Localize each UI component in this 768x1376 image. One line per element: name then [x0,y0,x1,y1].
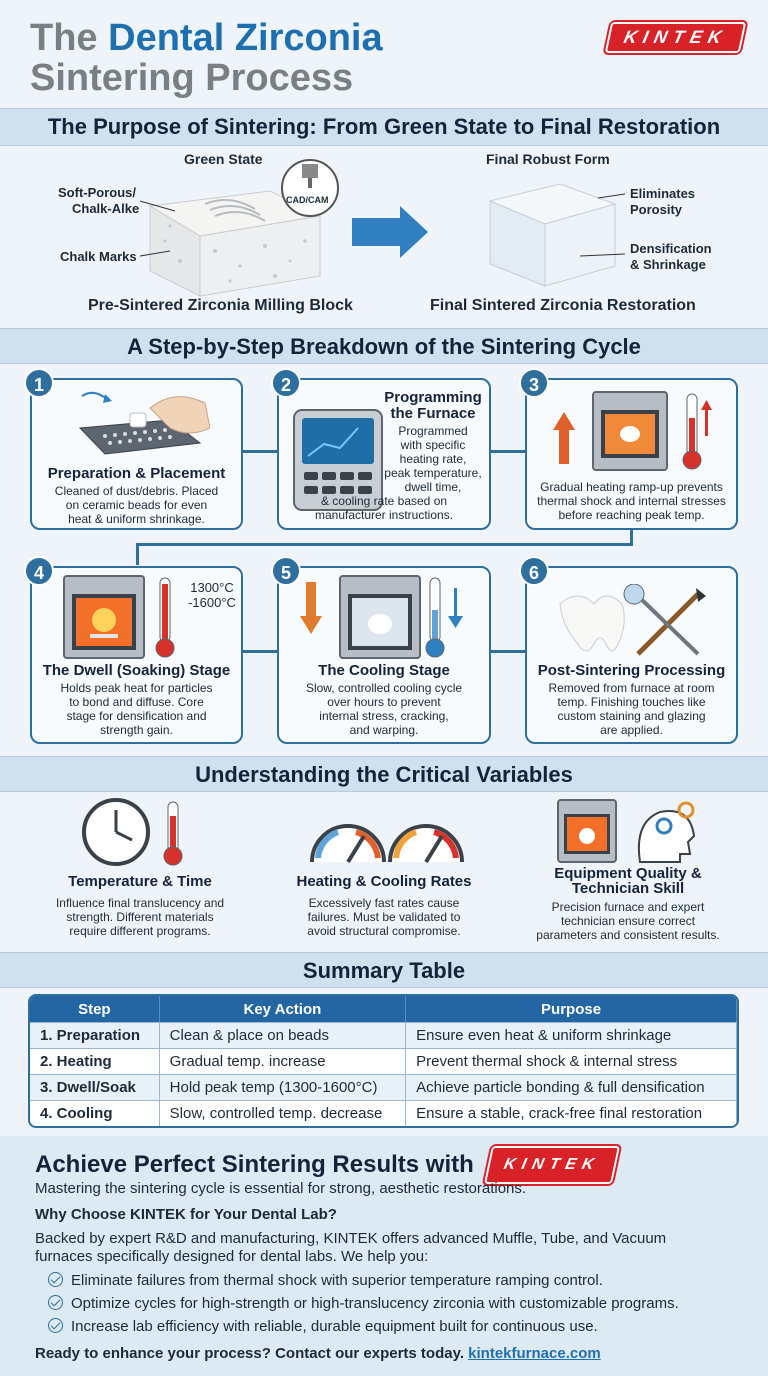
transform-arrow-icon [352,206,428,258]
connector-row [136,543,633,546]
summary-band [0,952,768,988]
table-cell: Ensure even heat & uniform shrinkage [406,1022,737,1048]
purpose-band [0,108,768,146]
step-1-title: Preparation & Placement [47,465,226,482]
final-form-label: Final Robust Form [486,151,610,167]
eliminates-label: Eliminates [630,186,696,201]
table-cell: Ensure a stable, crack-free final restoration [406,1100,737,1126]
cta-body-line1: Backed by expert R&D and manufacturing, KINTEK offers advanced Muffle, Tube, and Vacuum [35,1230,667,1247]
dwell-furnace-icon [62,574,186,660]
connector-1-2 [242,450,278,453]
purpose-heading: The Purpose of Sintering: From Green State to Final Restoration [47,114,721,139]
column-header: Purpose [406,996,737,1022]
check-icon [48,1295,63,1310]
heating-furnace-icon [545,388,725,474]
check-icon [48,1272,63,1287]
table-cell: Clean & place on beads [160,1022,406,1048]
connector-2-3 [490,450,526,453]
step-number-3: 3 [519,368,549,398]
connector-to-4 [136,543,139,565]
check-icon [48,1318,63,1333]
table-cell: Slow, controlled temp. decrease [160,1100,406,1126]
step-number-6: 6 [519,556,549,586]
website-link[interactable]: kintekfurnace.com [468,1345,601,1362]
cta-brand-logo: KINTEK [484,1146,620,1184]
table-cell: Gradual temp. increase [160,1048,406,1074]
variables-heading: Understanding the Critical Variables [195,762,573,787]
step-2-title: Programming the Furnace [384,389,482,422]
bead-tray-icon [60,388,210,464]
step-2-desc: Programmed with specific heating rate, peak temperature, dwell time, [384,424,482,494]
step-5-title: The Cooling Stage [318,662,450,679]
furnace-technician-icon [556,796,706,868]
table-cell: 4. Cooling [30,1100,160,1126]
table-cell: 3. Dwell/Soak [30,1074,160,1100]
variable-1-desc: Influence final translucency and strength. Different materials require different programs. [55,896,225,938]
benefit-item: Increase lab efficiency with reliable, durable equipment built for continuous use. [48,1318,598,1336]
step-4-title: The Dwell (Soaking) Stage [42,662,231,679]
column-header: Key Action [160,996,406,1022]
steps-heading: A Step-by-Step Breakdown of the Sintering Cycle [127,334,641,359]
cooling-furnace-icon [292,574,472,660]
step-2-desc-tail: & cooling rate based on manufacturer instructions. [314,494,454,522]
step-1-desc: Cleaned of dust/debris. Placed on ceramic beads for even heat & uniform shrinkage. [54,484,219,526]
step-5-desc: Slow, controlled cooling cycle over hours to prevent internal stress, cracking, and warping. [305,681,463,737]
title-accent: Dental Zirconia [108,17,383,59]
table-cell: Achieve particle bonding & full densification [406,1074,737,1100]
table-row [30,1048,737,1074]
chalk-marks-label: Chalk Marks [60,249,137,264]
step-number-2: 2 [271,368,301,398]
variable-1-title: Temperature & Time [68,873,212,890]
purpose-illustration [0,146,768,322]
cta-subheading: Why Choose KINTEK for Your Dental Lab? [35,1206,337,1223]
clock-thermometer-icon [80,796,200,868]
variable-2-title: Heating & Cooling Rates [296,873,472,890]
cta-body-line2: furnaces specifically designed for dental labs. We help you: [35,1248,429,1265]
table-header-row [30,996,737,1022]
table-cell: 2. Heating [30,1048,160,1074]
column-header: Step [30,996,160,1022]
step-number-4: 4 [24,556,54,586]
connector-3-down [630,530,633,544]
cadcam-label: CAD/CAM [286,195,329,205]
step-number-1: 1 [24,368,54,398]
connector-4-5 [242,650,278,653]
variable-3-title: Equipment Quality & Technician Skill [554,865,702,897]
dwell-temperature: 1300°C -1600°C [188,580,236,610]
densification-label: Densification [630,241,712,256]
table-cell: Hold peak temp (1300-1600°C) [160,1074,406,1100]
step-6-title: Post-Sintering Processing [537,662,726,679]
table-cell: Prevent thermal shock & internal stress [406,1048,737,1074]
title-line2: Sintering Process [30,57,354,99]
brand-logo: KINTEK [608,22,743,53]
pre-block-caption: Pre-Sintered Zirconia Milling Block [88,297,353,314]
table-row [30,1074,737,1100]
title-plain: The [30,17,98,59]
summary-heading: Summary Table [302,958,466,983]
chalk-alke-label: Chalk-Alke [72,201,140,216]
steps-band [0,328,768,364]
step-3-desc: Gradual heating ramp-up prevents thermal shock and internal stresses before reaching peak temp. [537,480,726,522]
variable-2-desc: Excessively fast rates cause failures. Must be validated to avoid structural compromise. [307,896,461,938]
final-block-icon [490,184,615,286]
soft-porous-label: Soft-Porous/ [58,185,136,200]
final-caption: Final Sintered Zirconia Restoration [430,297,696,314]
step-6-desc: Removed from furnace at room temp. Finishing touches like custom staining and glazing are applied. [548,681,715,737]
green-state-label: Green State [184,151,263,167]
rate-gauges-icon [306,806,466,870]
variables-band [0,756,768,792]
connector-5-6 [490,650,526,653]
table-row [30,1100,737,1126]
cta-heading: Achieve Perfect Sintering Results with KINTEK [35,1146,616,1184]
step-number-5: 5 [271,556,301,586]
table-cell: 1. Preparation [30,1022,160,1048]
cta-intro: Mastering the sintering cycle is essential for strong, aesthetic restorations. [35,1180,527,1197]
table-row [30,1022,737,1048]
shrinkage-label: & Shrinkage [630,257,706,272]
benefit-item: Eliminate failures from thermal shock with superior temperature ramping control. [48,1272,603,1290]
benefit-item: Optimize cycles for high-strength or high-translucency zirconia with customizable programs. [48,1295,679,1313]
page-title [30,18,383,98]
cta-closing: Ready to enhance your process? Contact our experts today. kintekfurnace.com [35,1345,601,1362]
step-4-desc: Holds peak heat for particles to bond and diffuse. Core stage for densification and strength gain. [60,681,213,737]
finishing-tools-icon [548,584,718,660]
summary-table [28,994,739,1128]
porosity-label: Porosity [630,202,683,217]
variable-3-desc: Precision furnace and expert technician ensure correct parameters and consistent results. [536,900,720,942]
